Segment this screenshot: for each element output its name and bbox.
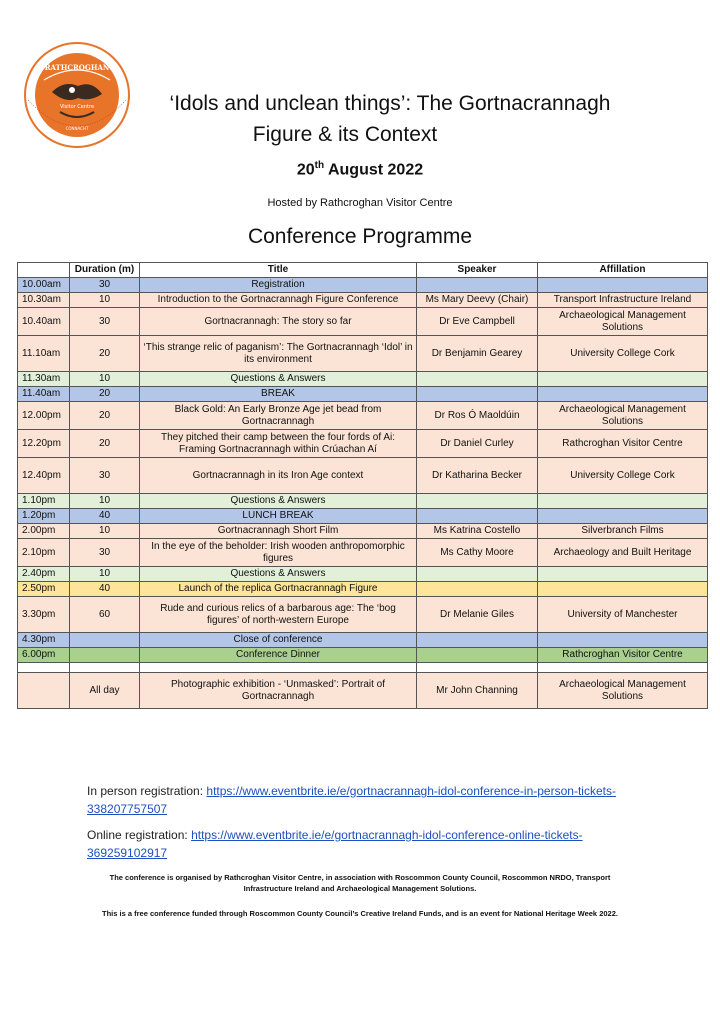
cell-speaker (417, 387, 538, 402)
table-row (18, 524, 708, 539)
cell-title: BREAK (140, 387, 417, 402)
cell-title: ‘This strange relic of paganism’: The Gortnacrannagh ‘Idol’ in its environment (140, 336, 417, 372)
title-line-1: ‘Idols and unclean things’: The Gortnacrannagh (169, 92, 611, 115)
cell-affiliation: Silverbranch Films (538, 524, 708, 539)
rathcroghan-logo (22, 40, 132, 150)
cell-affiliation: University College Cork (538, 336, 708, 372)
online-registration (87, 826, 647, 862)
cell-affiliation: Rathcroghan Visitor Centre (538, 430, 708, 458)
svg-text:Visitor Centre: Visitor Centre (59, 104, 95, 110)
cell-title: Photographic exhibition - ‘Unmasked’: Portrait of Gortnacrannagh (140, 673, 417, 709)
cell-speaker (417, 663, 538, 673)
cell-title: Registration (140, 278, 417, 293)
cell-duration: 30 (70, 278, 140, 293)
cell-speaker: Mr John Channing (417, 673, 538, 709)
cell-time: 2.00pm (18, 524, 70, 539)
cell-duration: 10 (70, 372, 140, 387)
in-person-registration (87, 782, 647, 818)
cell-time: 3.30pm (18, 597, 70, 633)
table-row (18, 567, 708, 582)
cell-affiliation: University College Cork (538, 458, 708, 494)
cell-title: Questions & Answers (140, 567, 417, 582)
cell-affiliation (538, 663, 708, 673)
cell-duration: All day (70, 673, 140, 709)
cell-time: 12.00pm (18, 402, 70, 430)
header-time (18, 263, 70, 278)
cell-title: Gortnacrannagh: The story so far (140, 308, 417, 336)
cell-duration: 10 (70, 524, 140, 539)
cell-title: LUNCH BREAK (140, 509, 417, 524)
cell-affiliation (538, 582, 708, 597)
online-registration-link[interactable]: https://www.eventbrite.ie/e/gortnacrannagh-idol-conference-online-tickets-369259102917 (87, 828, 583, 860)
table-header-row (18, 263, 708, 278)
table-row (18, 509, 708, 524)
cell-duration: 20 (70, 387, 140, 402)
cell-time: 12.20pm (18, 430, 70, 458)
header-affiliation: Affillation (538, 263, 708, 278)
cell-time: 10.00am (18, 278, 70, 293)
online-label: Online registration: (87, 828, 192, 842)
svg-text:CONNACHT: CONNACHT (65, 126, 89, 131)
cell-speaker: Ms Mary Deevy (Chair) (417, 293, 538, 308)
svg-text:RATHCROGHAN: RATHCROGHAN (44, 63, 110, 72)
organiser-note: The conference is organised by Rathcroghan Visitor Centre, in association with Roscommon County Council, Roscommon NRDO, Transport Infrastructure Ireland and Archaeological Management Solutions. (109, 873, 611, 893)
table-row (18, 402, 708, 430)
cell-duration: 30 (70, 539, 140, 567)
cell-title: They pitched their camp between the four fords of Ai: Framing Gortnacrannagh within Crúachan Aí (140, 430, 417, 458)
cell-time: 11.10am (18, 336, 70, 372)
cell-speaker: Dr Ros Ó Maoldúin (417, 402, 538, 430)
cell-time: 6.00pm (18, 648, 70, 663)
cell-affiliation (538, 567, 708, 582)
table-row (18, 336, 708, 372)
header-title: Title (140, 263, 417, 278)
table-row (18, 430, 708, 458)
table-row (18, 293, 708, 308)
table-row (18, 582, 708, 597)
cell-speaker (417, 278, 538, 293)
cell-affiliation: Archaeological Management Solutions (538, 402, 708, 430)
programme-heading: Conference Programme (247, 225, 473, 248)
cell-duration: 10 (70, 494, 140, 509)
in-person-registration-link[interactable]: https://www.eventbrite.ie/e/gortnacrannagh-idol-conference-in-person-tickets-338207757507 (87, 784, 616, 816)
conference-date (0, 160, 720, 179)
cell-affiliation (538, 278, 708, 293)
cell-time: 2.10pm (18, 539, 70, 567)
cell-affiliation: Transport Infrastructure Ireland (538, 293, 708, 308)
cell-affiliation: Archaeological Management Solutions (538, 308, 708, 336)
cell-title: Black Gold: An Early Bronze Age jet bead from Gortnacrannagh (140, 402, 417, 430)
cell-time: 4.30pm (18, 633, 70, 648)
cell-duration: 20 (70, 402, 140, 430)
table-row (18, 633, 708, 648)
cell-time: 1.10pm (18, 494, 70, 509)
cell-speaker: Dr Benjamin Gearey (417, 336, 538, 372)
hosted-by: Hosted by Rathcroghan Visitor Centre (267, 197, 453, 209)
cell-duration: 30 (70, 308, 140, 336)
table-row (18, 673, 708, 709)
cell-title: Introduction to the Gortnacrannagh Figure Conference (140, 293, 417, 308)
table-row (18, 494, 708, 509)
cell-duration: 40 (70, 582, 140, 597)
cell-speaker: Ms Katrina Costello (417, 524, 538, 539)
cell-title: Launch of the replica Gortnacrannagh Figure (140, 582, 417, 597)
cell-time: 11.40am (18, 387, 70, 402)
table-row (18, 458, 708, 494)
cell-time: 10.30am (18, 293, 70, 308)
cell-time: 2.50pm (18, 582, 70, 597)
programme-table (17, 262, 708, 709)
cell-speaker: Dr Daniel Curley (417, 430, 538, 458)
cell-duration: 60 (70, 597, 140, 633)
cell-time (18, 663, 70, 673)
cell-affiliation: Rathcroghan Visitor Centre (538, 648, 708, 663)
cell-time: 1.20pm (18, 509, 70, 524)
cell-title: Questions & Answers (140, 494, 417, 509)
cell-affiliation (538, 372, 708, 387)
programme-rows (18, 278, 708, 709)
cell-time: 2.40pm (18, 567, 70, 582)
cell-duration: 40 (70, 509, 140, 524)
table-row (18, 597, 708, 633)
cell-speaker: Dr Katharina Becker (417, 458, 538, 494)
cell-duration: 10 (70, 567, 140, 582)
cell-time (18, 673, 70, 709)
cell-affiliation: University of Manchester (538, 597, 708, 633)
date-day: 20 (296, 161, 315, 179)
cell-title: Close of conference (140, 633, 417, 648)
header-speaker: Speaker (417, 263, 538, 278)
cell-title: In the eye of the beholder: Irish wooden anthropomorphic figures (140, 539, 417, 567)
date-suffix: th (314, 160, 325, 171)
logo-emblem-icon (22, 40, 132, 150)
cell-time: 12.40pm (18, 458, 70, 494)
cell-duration: 20 (70, 430, 140, 458)
cell-duration (70, 648, 140, 663)
cell-title: Gortnacrannagh Short Film (140, 524, 417, 539)
title-line-2: Figure & its Context (252, 123, 438, 146)
cell-speaker (417, 372, 538, 387)
cell-affiliation: Archaeological Management Solutions (538, 673, 708, 709)
cell-affiliation (538, 633, 708, 648)
cell-speaker: Ms Cathy Moore (417, 539, 538, 567)
cell-title: Gortnacrannagh in its Iron Age context (140, 458, 417, 494)
cell-speaker (417, 648, 538, 663)
table-row (18, 648, 708, 663)
cell-title: Rude and curious relics of a barbarous age: The ‘bog figures’ of north-western Europe (140, 597, 417, 633)
conference-title (130, 88, 650, 150)
cell-speaker (417, 582, 538, 597)
cell-duration: 20 (70, 336, 140, 372)
cell-affiliation: Archaeology and Built Heritage (538, 539, 708, 567)
table-row (18, 372, 708, 387)
cell-time: 11.30am (18, 372, 70, 387)
table-row (18, 663, 708, 673)
cell-speaker: Dr Melanie Giles (417, 597, 538, 633)
table-row (18, 539, 708, 567)
cell-affiliation (538, 494, 708, 509)
cell-duration (70, 663, 140, 673)
cell-speaker: Dr Eve Campbell (417, 308, 538, 336)
cell-speaker (417, 509, 538, 524)
table-row (18, 308, 708, 336)
table-row (18, 387, 708, 402)
funding-note: This is a free conference funded through Roscommon County Council’s Creative Ireland Funds, and is an event for National Heritage Week 2022. (102, 909, 618, 918)
cell-title: Questions & Answers (140, 372, 417, 387)
date-rest: August 2022 (324, 161, 424, 179)
cell-title: Conference Dinner (140, 648, 417, 663)
cell-duration: 10 (70, 293, 140, 308)
cell-title (140, 663, 417, 673)
in-person-label: In person registration: (87, 784, 207, 798)
cell-affiliation (538, 387, 708, 402)
table-row (18, 278, 708, 293)
cell-duration: 30 (70, 458, 140, 494)
cell-duration (70, 633, 140, 648)
header-duration: Duration (m) (70, 263, 140, 278)
cell-affiliation (538, 509, 708, 524)
cell-speaker (417, 494, 538, 509)
cell-speaker (417, 633, 538, 648)
cell-time: 10.40am (18, 308, 70, 336)
cell-speaker (417, 567, 538, 582)
